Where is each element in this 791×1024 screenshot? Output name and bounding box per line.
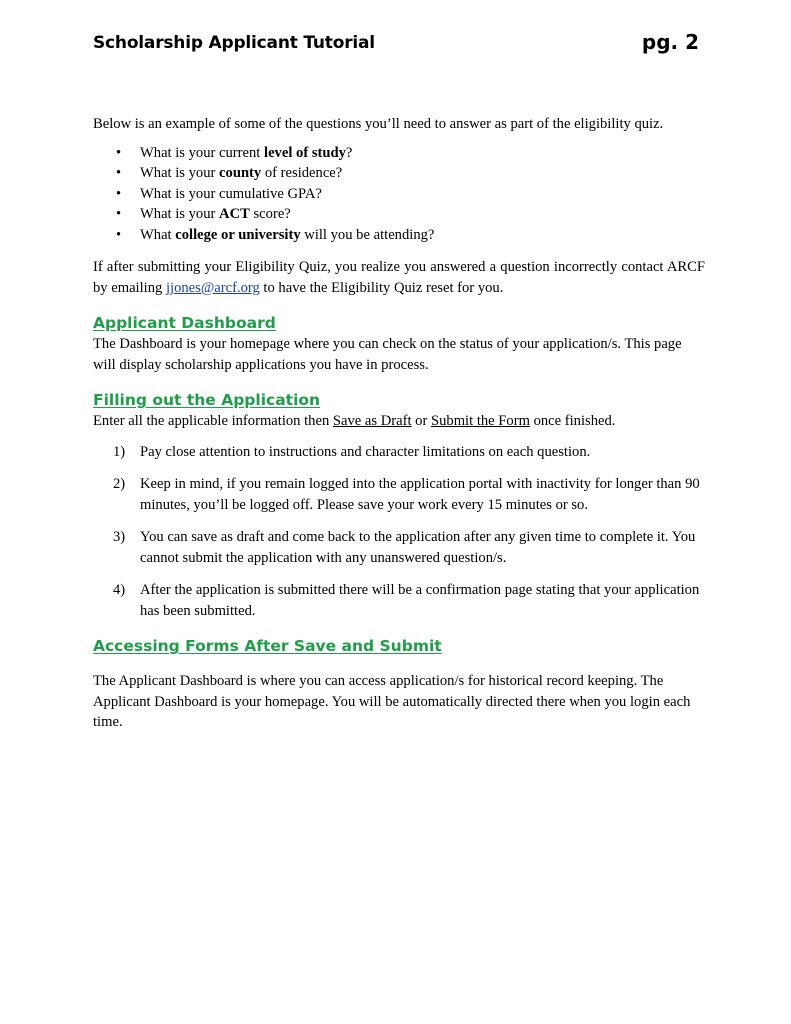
step-text: After the application is submitted there will be a confirmation page stating that your application has been submitted. (140, 582, 700, 619)
page-content (93, 114, 705, 733)
step-text: Pay close attention to instructions and character limitations on each question. (140, 443, 591, 460)
application-step-item (93, 442, 705, 463)
filling-application-heading: Filling out the Application (93, 391, 321, 409)
email-link[interactable]: jjones@arcf.org (165, 279, 260, 296)
application-steps-list (93, 442, 705, 622)
step-number: 4) (113, 582, 126, 598)
quiz-intro-paragraph: Below is an example of some of the questions you’ll need to answer as part of the eligibility quiz. (93, 116, 664, 132)
quiz-question-item: • What is your current level of study? (93, 143, 705, 164)
quiz-question-item: • What is your ACT score? (93, 204, 705, 225)
quiz-question-item: • What is your county of residence? (93, 163, 705, 184)
bullet-icon: • (116, 144, 122, 161)
save-as-draft-text: Save as Draft (332, 413, 412, 429)
quiz-question-item: • What is your cumulative GPA? (93, 184, 705, 205)
application-step-item (93, 527, 705, 568)
quiz-reset-paragraph: If after submitting your Eligibility Quiz, you realize you answered a question incorrectly contact ARCF by emailing jjones@arcf.org to have the Eligibility Quiz reset for you. (93, 259, 705, 296)
step-text: Keep in mind, if you remain logged into the application portal with inactivity for longer than 90 minutes, you’ll be logged off. Please save your work every 15 minutes or so. (140, 476, 700, 513)
bullet-icon: • (116, 165, 122, 181)
filling-application-intro: Enter all the applicable information then Save as Draft or Submit the Form once finished. (93, 413, 616, 429)
page-number: pg. 2 (641, 30, 699, 54)
quiz-question-list (93, 143, 705, 246)
application-step-item (93, 580, 705, 621)
step-text: You can save as draft and come back to the application after any given time to complete it. You cannot submit the application with any unanswered question/s. (140, 529, 696, 566)
step-number: 3) (113, 529, 126, 545)
bullet-icon: • (116, 226, 122, 243)
document-title: Scholarship Applicant Tutorial (93, 33, 375, 53)
application-step-item (93, 474, 705, 515)
applicant-dashboard-paragraph: The Dashboard is your homepage where you can check on the status of your application/s. This page will display scholarship applications you have in process. (93, 336, 682, 373)
bullet-icon: • (116, 185, 122, 202)
step-number: 2) (113, 476, 126, 492)
step-number: 1) (113, 443, 126, 460)
accessing-forms-heading: Accessing Forms After Save and Submit (93, 637, 442, 655)
submit-the-form-text: Submit the Form (431, 413, 530, 429)
bullet-icon: • (116, 206, 122, 222)
applicant-dashboard-heading: Applicant Dashboard (93, 314, 276, 332)
accessing-forms-paragraph: The Applicant Dashboard is where you can access application/s for historical record keeping. The Applicant Dashboard is your homepage. You will be automatically directed there when you login each time. (93, 673, 691, 730)
quiz-question-item: • What college or university will you be attending? (93, 225, 705, 246)
